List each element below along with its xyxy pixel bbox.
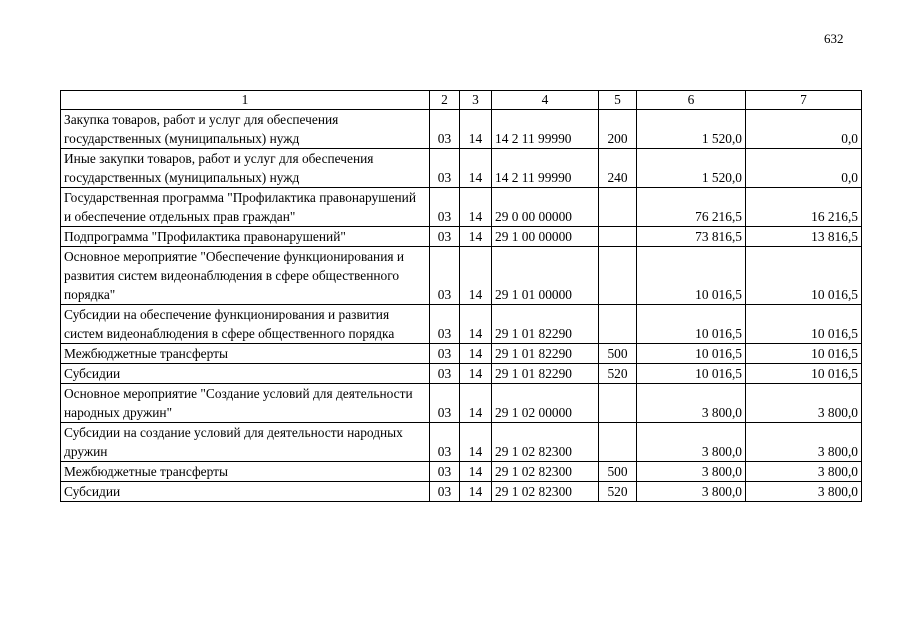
row-section: 03 (430, 482, 460, 502)
table-row (61, 482, 862, 502)
row-section: 03 (430, 227, 460, 247)
row-section: 03 (430, 384, 460, 423)
row-amount-7: 10 016,5 (746, 364, 862, 384)
row-name: Субсидии на создание условий для деятельности народных дружин (61, 423, 430, 462)
row-target-code: 29 1 01 82290 (492, 305, 599, 344)
row-expense-type (599, 247, 637, 305)
row-section: 03 (430, 344, 460, 364)
row-amount-6: 3 800,0 (637, 482, 746, 502)
row-amount-7: 0,0 (746, 149, 862, 188)
row-name: Закупка товаров, работ и услуг для обеспечения государственных (муниципальных) нужд (61, 110, 430, 149)
row-amount-6: 3 800,0 (637, 423, 746, 462)
column-header: 2 (430, 91, 460, 110)
column-header: 6 (637, 91, 746, 110)
row-section: 03 (430, 110, 460, 149)
row-section: 03 (430, 462, 460, 482)
page-number: 632 (824, 31, 844, 46)
row-subsection: 14 (460, 188, 492, 227)
row-name: Подпрограмма "Профилактика правонарушений" (61, 227, 430, 247)
column-header: 4 (492, 91, 599, 110)
row-section: 03 (430, 188, 460, 227)
row-amount-6: 10 016,5 (637, 247, 746, 305)
row-name: Субсидии (61, 482, 430, 502)
row-subsection: 14 (460, 305, 492, 344)
row-expense-type: 520 (599, 364, 637, 384)
row-expense-type (599, 305, 637, 344)
row-amount-7: 3 800,0 (746, 384, 862, 423)
row-name: Межбюджетные трансферты (61, 344, 430, 364)
row-amount-6: 76 216,5 (637, 188, 746, 227)
row-amount-6: 73 816,5 (637, 227, 746, 247)
row-subsection: 14 (460, 384, 492, 423)
table-row (61, 423, 862, 462)
table-row (61, 149, 862, 188)
table-row (61, 227, 862, 247)
row-target-code: 29 1 01 82290 (492, 344, 599, 364)
row-subsection: 14 (460, 110, 492, 149)
row-target-code: 29 0 00 00000 (492, 188, 599, 227)
table-row (61, 462, 862, 482)
row-target-code: 29 1 02 82300 (492, 423, 599, 462)
row-target-code: 14 2 11 99990 (492, 149, 599, 188)
row-section: 03 (430, 305, 460, 344)
row-amount-6: 10 016,5 (637, 344, 746, 364)
row-amount-6: 3 800,0 (637, 384, 746, 423)
row-amount-7: 10 016,5 (746, 247, 862, 305)
row-target-code: 14 2 11 99990 (492, 110, 599, 149)
row-subsection: 14 (460, 149, 492, 188)
row-name: Основное мероприятие "Обеспечение функционирования и развития систем видеонаблюдения в сфере общественного порядка" (61, 247, 430, 305)
row-expense-type: 520 (599, 482, 637, 502)
row-amount-7: 3 800,0 (746, 462, 862, 482)
row-amount-7: 3 800,0 (746, 482, 862, 502)
row-section: 03 (430, 423, 460, 462)
row-expense-type (599, 227, 637, 247)
table-row (61, 344, 862, 364)
column-header: 7 (746, 91, 862, 110)
row-expense-type: 240 (599, 149, 637, 188)
row-amount-6: 1 520,0 (637, 110, 746, 149)
table-row (61, 110, 862, 149)
row-amount-7: 3 800,0 (746, 423, 862, 462)
row-subsection: 14 (460, 482, 492, 502)
row-expense-type (599, 384, 637, 423)
row-amount-6: 10 016,5 (637, 305, 746, 344)
row-expense-type: 200 (599, 110, 637, 149)
row-name: Субсидии (61, 364, 430, 384)
table-row (61, 247, 862, 305)
row-section: 03 (430, 149, 460, 188)
row-subsection: 14 (460, 423, 492, 462)
row-expense-type: 500 (599, 344, 637, 364)
row-target-code: 29 1 01 00000 (492, 247, 599, 305)
row-name: Иные закупки товаров, работ и услуг для обеспечения государственных (муниципальных) нужд (61, 149, 430, 188)
row-amount-7: 13 816,5 (746, 227, 862, 247)
row-amount-7: 10 016,5 (746, 305, 862, 344)
row-subsection: 14 (460, 364, 492, 384)
row-amount-6: 3 800,0 (637, 462, 746, 482)
row-name: Государственная программа "Профилактика правонарушений и обеспечение отдельных прав граждан" (61, 188, 430, 227)
row-name: Основное мероприятие "Создание условий для деятельности народных дружин" (61, 384, 430, 423)
row-name: Межбюджетные трансферты (61, 462, 430, 482)
table-row (61, 364, 862, 384)
budget-table (60, 90, 862, 502)
table-row (61, 188, 862, 227)
row-expense-type (599, 423, 637, 462)
row-subsection: 14 (460, 462, 492, 482)
row-subsection: 14 (460, 344, 492, 364)
row-target-code: 29 1 01 82290 (492, 364, 599, 384)
table-header-row (61, 91, 862, 110)
row-section: 03 (430, 364, 460, 384)
row-section: 03 (430, 247, 460, 305)
row-expense-type: 500 (599, 462, 637, 482)
row-target-code: 29 1 00 00000 (492, 227, 599, 247)
row-target-code: 29 1 02 00000 (492, 384, 599, 423)
row-subsection: 14 (460, 227, 492, 247)
column-header: 3 (460, 91, 492, 110)
table-row (61, 305, 862, 344)
row-subsection: 14 (460, 247, 492, 305)
row-name: Субсидии на обеспечение функционирования и развития систем видеонаблюдения в сфере общественного порядка (61, 305, 430, 344)
column-header: 5 (599, 91, 637, 110)
row-expense-type (599, 188, 637, 227)
row-amount-7: 10 016,5 (746, 344, 862, 364)
row-amount-6: 10 016,5 (637, 364, 746, 384)
row-amount-7: 0,0 (746, 110, 862, 149)
column-header: 1 (61, 91, 430, 110)
row-amount-7: 16 216,5 (746, 188, 862, 227)
row-amount-6: 1 520,0 (637, 149, 746, 188)
row-target-code: 29 1 02 82300 (492, 482, 599, 502)
row-target-code: 29 1 02 82300 (492, 462, 599, 482)
table-row (61, 384, 862, 423)
